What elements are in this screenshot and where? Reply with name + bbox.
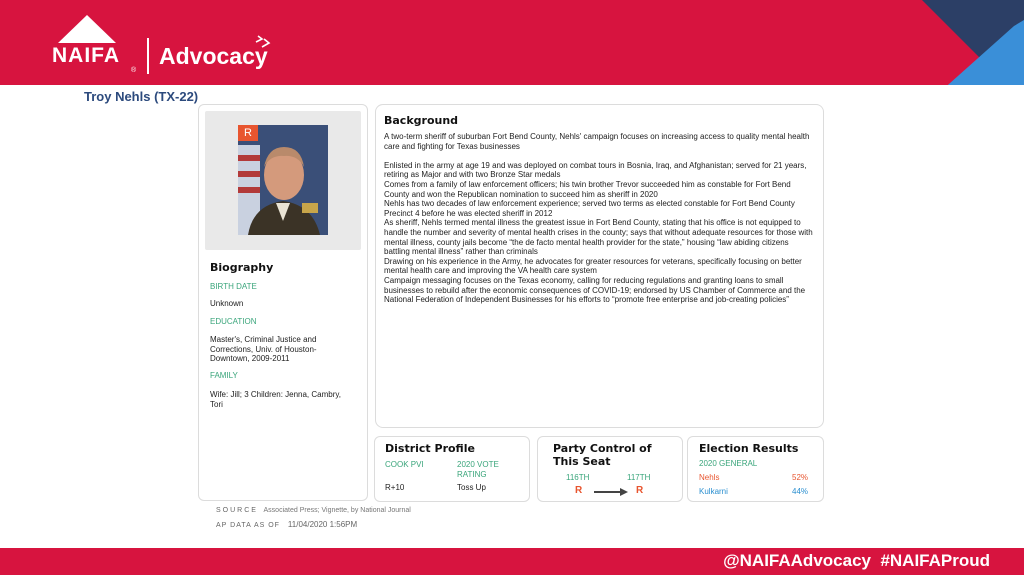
cook-pvi-label: COOK PVI	[385, 460, 424, 469]
source-value: Associated Press; Vignette, by National Journal	[263, 507, 411, 514]
page-title: Troy Nehls (TX-22)	[84, 89, 199, 104]
candidate-pct: 52%	[792, 473, 809, 482]
party-control-card	[537, 436, 683, 502]
asof-value: 11/04/2020 1:56PM	[287, 520, 358, 529]
background-item: Drawing on his experience in the Army, he advocates for greater resources for veterans, specifically focusing on better mental health care and improving the VA health care system	[384, 256, 802, 276]
from-party: R	[575, 485, 583, 496]
background-card	[375, 104, 824, 428]
candidate-name: Kulkarni	[699, 487, 728, 496]
family-label: FAMILY	[210, 371, 238, 380]
from-congress-label: 116TH	[566, 473, 590, 482]
to-party: R	[636, 485, 644, 496]
footer-bar	[0, 548, 1024, 575]
naifa-triangle-icon	[58, 15, 116, 43]
logo-divider	[147, 38, 149, 74]
footer-handle: @NAIFAAdvocacy	[723, 551, 871, 570]
party-badge: R	[238, 125, 258, 141]
party-control-title: Party Control of This Seat	[553, 442, 652, 468]
family-value: Wife: Jill; 3 Children: Jenna, Cambry, Tori	[210, 390, 342, 409]
source-line	[216, 507, 411, 514]
election-results-card	[687, 436, 824, 502]
candidate-name: Nehls	[699, 473, 720, 482]
candidate-pct: 44%	[792, 487, 809, 496]
cook-pvi-value: R+10	[385, 483, 405, 492]
registered-mark: ®	[131, 67, 137, 74]
background-item: Campaign messaging focuses on the Texas economy, calling for reducing regulations and granting loans to small businesses to rebuild after the economic consequences of COVID-19; endorsed by US Chamber of Commerce and the National Federation of Independent Businesses for his efforts to “promote free enterprise and job-creating policies”	[384, 275, 806, 305]
corner-decoration-icon	[904, 0, 1024, 85]
photo-container	[205, 111, 361, 250]
arrow-right-icon	[594, 487, 628, 497]
biography-title: Biography	[210, 261, 274, 274]
background-title: Background	[384, 114, 459, 127]
background-intro: A two-term sheriff of suburban Fort Bend County, Nehls' campaign focuses on increasing access to quality mental health care and fighting for Texas businesses	[384, 132, 810, 151]
birth-date-value: Unknown	[210, 299, 244, 308]
district-profile-title: District Profile	[385, 442, 475, 455]
election-subtitle: 2020 GENERAL	[699, 459, 758, 468]
asof-line	[216, 520, 357, 529]
birth-date-label: BIRTH DATE	[210, 282, 257, 291]
election-results-title: Election Results	[699, 442, 799, 455]
asof-label: AP DATA AS OF	[216, 522, 280, 529]
candidate-photo	[238, 125, 328, 235]
district-profile-card	[374, 436, 530, 502]
source-label: SOURCE	[216, 507, 258, 514]
header-bar	[0, 0, 1024, 85]
background-item: Comes from a family of law enforcement officers; his twin brother Trevor succeeded him as constable for Fort Bend County and won the Republican nomination to succeed him as sheriff in 2020	[384, 179, 791, 199]
naifa-logo-text: NAIFA	[52, 44, 120, 67]
arrows-icon	[254, 33, 272, 49]
advocacy-wordmark: Advocacy	[159, 43, 268, 69]
footer-social	[723, 551, 990, 571]
background-item: As sheriff, Nehls termed mental illness the greatest issue in Fort Bend County, stating that his office is not equipped to handle the number and severity of mental health crises in the county; says that without adequate resources for those with mental illness, county jails become “the de facto mental health provider for the state,” housing “law abiding citizens battling mental illness” rather than criminals	[384, 218, 813, 257]
vote-rating-value: Toss Up	[457, 483, 486, 492]
profile-card	[198, 104, 368, 501]
background-item: Nehls has two decades of law enforcement experience; served two terms as elected constable for Fort Bend County Precinct 4 before he was elected sheriff in 2012	[384, 199, 795, 218]
portrait-icon	[238, 125, 328, 235]
background-text	[384, 132, 816, 305]
background-item: Enlisted in the army at age 19 and was deployed on combat tours in Bosnia, Iraq, and Afghanistan; served for 21 years, retiring as Major and with two Bronze Star medals	[384, 160, 807, 180]
footer-hashtag: #NAIFAProud	[880, 551, 990, 570]
to-congress-label: 117TH	[627, 473, 651, 482]
education-value: Master's, Criminal Justice and Corrections, Univ. of Houston-Downtown, 2009-2011	[210, 335, 317, 363]
vote-rating-label: 2020 VOTE RATING	[457, 460, 499, 479]
education-label: EDUCATION	[210, 317, 257, 326]
